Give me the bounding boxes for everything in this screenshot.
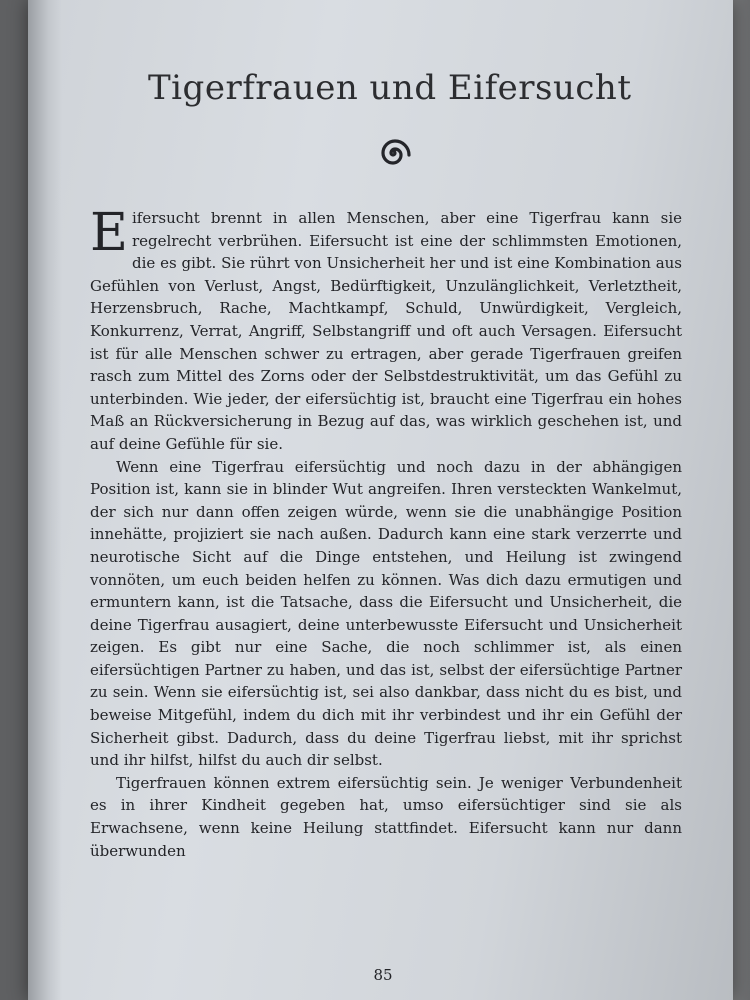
paragraph-3: Tigerfrauen können extrem eifersüchtig sein. Je weniger Verbundenheit es in ihrer Kindheit gegeben hat, umso eifersüchtiger sind sie als Erwachsene, wenn keine Heilung stattfindet. Eifersucht kann nur dann überwunden [90,773,682,860]
book-page [28,0,733,1000]
drop-cap: E [90,203,128,263]
paragraph-2: Wenn eine Tigerfrau eifersüchtig und noch dazu in der abhängigen Position ist, kann sie in blinder Wut angreifen. Ihren versteckten Wankelmut, der sich nur dann offen zeigen würde, wenn sie die unabhängige Position innehätte, projiziert sie nach außen. Dadurch kann eine stark verzerrte und neurotische Sicht auf die Dinge entstehen, und Heilung ist zwingend vonnöten, um euch beiden helfen zu können. Was dich dazu ermutigen und ermuntern kann, ist die Tatsache, dass die Eifersucht und Unsicherheit, die deine Tigerfrau ausagiert, deine unterbewusste Eifersucht und Unsicherheit zeigen. Es gibt nur eine Sache, die noch schlimmer ist, als einen eifersüchtigen Partner zu haben, und das ist, selbst der eifersüchtige Partner zu sein. Wenn sie eifersüchtig ist, sei also dankbar, dass nicht du es bist, und beweise Mitgefühl, indem du dich mit ihr verbindest und ihr ein Gefühl der Sicherheit gibst. Dadurch, dass du deine Tigerfrau liebst, mit ihr sprichst und ihr hilfst, hilfst du auch dir selbst. [90,457,682,770]
page-number: 85 [373,966,393,984]
spiral-icon [375,135,411,171]
chapter-title: Tigerfrauen und Eifersucht [148,68,632,108]
page-gutter-shadow [28,0,62,1000]
paragraph-1 [90,203,682,456]
chapter-body [90,203,682,862]
paragraph-1-text: ifersucht brennt in allen Menschen, aber eine Tigerfrau kann sie regelrecht verbrühen. Eifersucht ist eine der schlimmsten Emotionen, die es gibt. Sie rührt von Unsicherheit her und ist eine Kombination aus Gefühlen von Verlust, Angst, Bedürftigkeit, Unzulänglichkeit, Verletztheit, Herzensbruch, Rache, Machtkampf, Schuld, Unwürdigkeit, Vergleich, Konkurrenz, Verrat, Angriff, Selbstangriff und oft auch Versagen. Eifersucht ist für alle Menschen schwer zu ertragen, aber gerade Tigerfrauen greifen rasch zum Mittel des Zorns oder der Selbstdestruktivität, um das Gefühl zu unterbinden. Wie jeder, der eifersüchtig ist, braucht eine Tigerfrau ein hohes Maß an Rückversicherung in Bezug auf das, was wirklich geschehen ist, und auf deine Gefühle für sie. [90,209,682,453]
